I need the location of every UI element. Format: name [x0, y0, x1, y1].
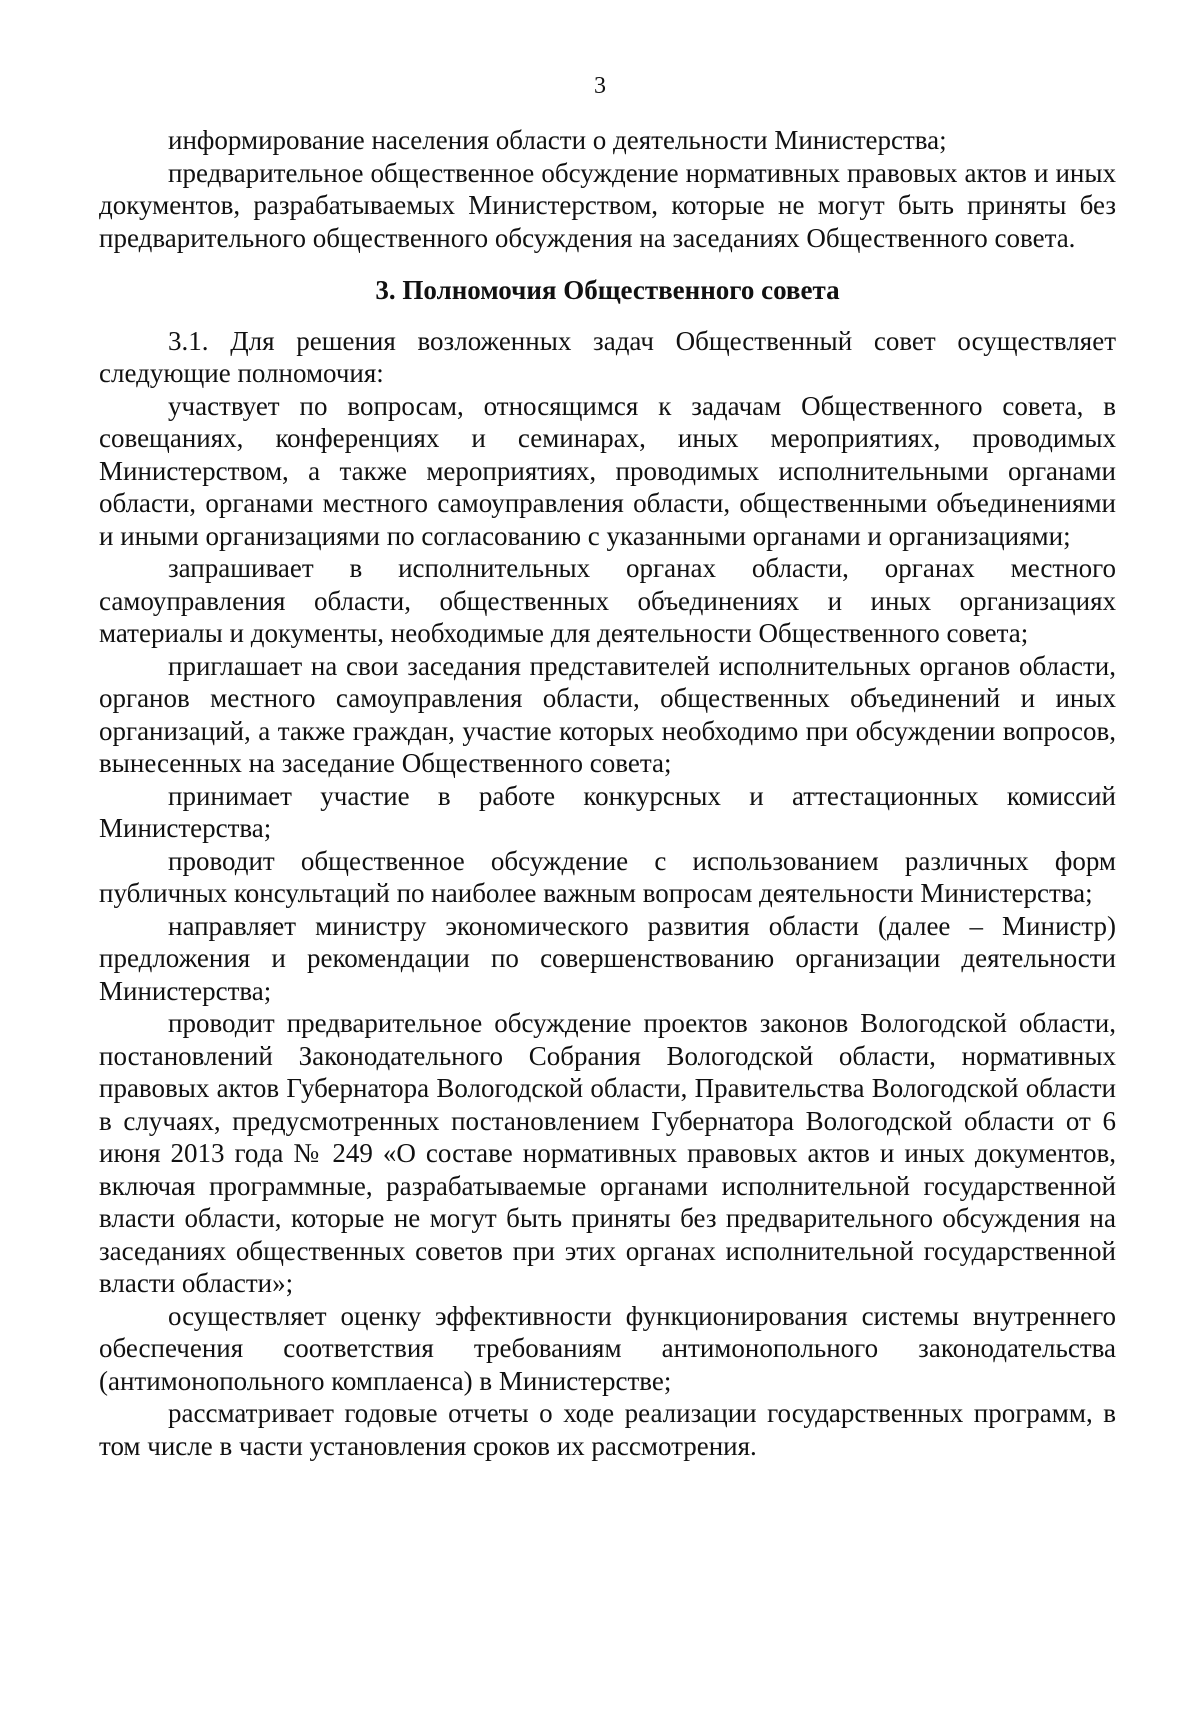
power-item-4: принимает участие в работе конкурсных и аттестационных комиссий Министерства;	[99, 780, 1116, 843]
power-item-7: проводит предварительное обсуждение проектов законов Вологодской области, постановлений Законодательного Собрания Вологодской области, нормативных правовых актов Губернатора Вологодской области, Правительства Вологодской области в случаях, предусмотренных постановлением Губернатора Вологодской области от 6 июня 2013 года № 249 «О составе нормативных правовых актов и иных документов, включая программные, разрабатываемые органами исполнительной государственной власти области, которые не могут быть приняты без предварительного обсуждения на заседаниях общественных советов при этих органах исполнительной государственной власти области»;	[99, 1008, 1116, 1298]
power-item-9: рассматривает годовые отчеты о ходе реализации государственных программ, в том числе в части установления сроков их рассмотрения.	[99, 1398, 1116, 1461]
document-body	[99, 124, 1116, 1462]
power-item-6: направляет министру экономического развития области (далее – Министр) предложения и рекомендации по совершенствованию организации деятельности Министерства;	[99, 910, 1116, 1006]
intro-item-1: информирование населения области о деятельности Министерства;	[168, 125, 947, 155]
clause-3-1: 3.1. Для решения возложенных задач Общественный совет осуществляет следующие полномочия:	[99, 325, 1116, 388]
power-item-3: приглашает на свои заседания представителей исполнительных органов области, органов местного самоуправления области, общественных объединений и иных организаций, а также граждан, участие которых необходимо при обсуждении вопросов, вынесенных на заседание Общественного совета;	[99, 650, 1116, 778]
power-item-2: запрашивает в исполнительных органах области, органах местного самоуправления области, общественных объединениях и иных организациях материалы и документы, необходимые для деятельности Общественного совета;	[99, 553, 1116, 648]
power-item-5: проводит общественное обсуждение с использованием различных форм публичных консультаций по наиболее важным вопросам деятельности Министерства;	[99, 845, 1116, 908]
intro-item-2: предварительное общественное обсуждение нормативных правовых актов и иных документов, разрабатываемых Министерством, которые не могут быть приняты без предварительного общественного обсуждения на заседаниях Общественного совета.	[99, 157, 1116, 253]
power-item-8: осуществляет оценку эффективности функционирования системы внутреннего обеспечения соответствия требованиям антимонопольного законодательства (антимонопольного комплаенса) в Министерстве;	[99, 1300, 1116, 1396]
section-title: 3. Полномочия Общественного совета	[375, 275, 840, 305]
power-item-1: участвует по вопросам, относящимся к задачам Общественного совета, в совещаниях, конференциях и семинарах, иных мероприятиях, проводимых Министерством, а также мероприятиях, проводимых исполнительными органами области, органами местного самоуправления области, общественными объединениями и иными организациями по согласованию с указанными органами и организациями;	[99, 390, 1116, 551]
page-number: 3	[594, 73, 606, 99]
